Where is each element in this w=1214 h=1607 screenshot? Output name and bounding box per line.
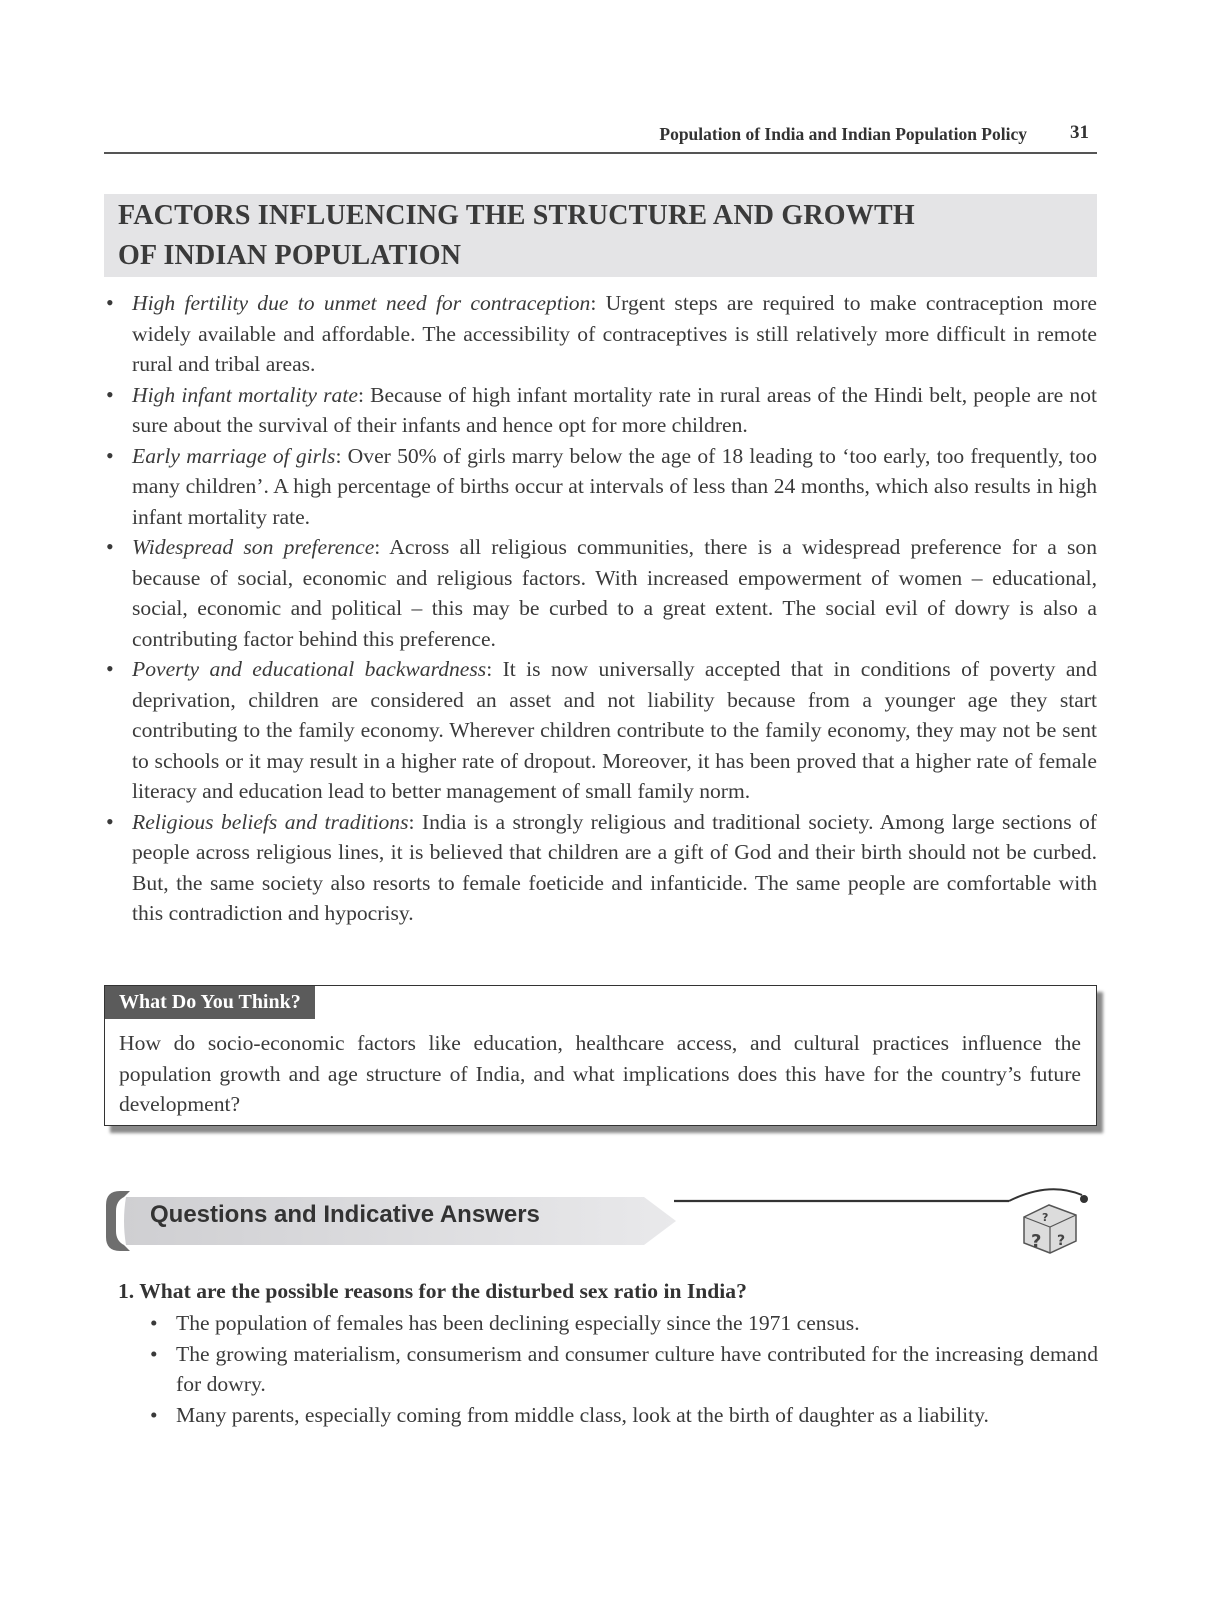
section-title-line2: OF INDIAN POPULATION xyxy=(118,240,462,271)
list-item xyxy=(104,532,1097,654)
svg-text:?: ? xyxy=(1031,1231,1042,1252)
factor-text: : Across all religious communities, there is a widespread preference for a son because of social, economic and religious factors. With increased empowerment of women – educational, social, economic and political – this may be curbed to a great extent. The social evil of dowry is also a contributing factor behind this preference. xyxy=(132,535,1097,651)
what-do-you-think-box xyxy=(104,985,1097,1126)
bullet-icon: • xyxy=(150,1341,158,1366)
page-header xyxy=(104,118,1097,154)
bullet-icon: • xyxy=(150,1311,158,1335)
section-heading-box xyxy=(104,194,1097,277)
factors-list xyxy=(104,288,1097,929)
factor-text: : Urgent steps are required to make contraception more widely available and affordable. The accessibility of contraceptives is still relatively more difficult in remote rural and tribal areas. xyxy=(132,291,1097,376)
factor-text: : It is now universally accepted that in conditions of poverty and deprivation, children are considered an asset and not liability because from a younger age they start contributing to the family economy. Wherever children contribute to the family economy, they may not be sent to schools or it may result in a higher rate of dropout. Moreover, it has been proved that a higher rate of female literacy and education lead to better management of small family norm. xyxy=(132,657,1097,803)
svg-text:?: ? xyxy=(1057,1233,1066,1249)
factor-term: High infant mortality rate xyxy=(132,382,358,407)
question-dice-icon xyxy=(1009,1189,1088,1253)
bullet-icon: • xyxy=(106,290,114,315)
factor-term: Religious beliefs and traditions xyxy=(132,809,409,834)
qa-title: Questions and Indicative Answers xyxy=(150,1201,540,1228)
section-title xyxy=(104,194,1097,276)
factor-term: Poverty and educational backwardness xyxy=(132,657,487,681)
list-item xyxy=(104,380,1097,441)
bullet-icon: • xyxy=(106,534,114,559)
svg-text:?: ? xyxy=(1042,1211,1049,1224)
page-number: 31 xyxy=(1070,122,1089,143)
factor-term: Widespread son preference xyxy=(132,535,375,559)
list-item xyxy=(104,441,1097,533)
factor-text: : India is a strongly religious and traditional society. Among large sections of people across religious lines, it is believed that children are a gift of God and their birth should not be curbed. But, the same society also resorts to female foeticide and infanticide. The same people are comfortable with this contradiction and hypocrisy. xyxy=(132,809,1097,925)
factor-text: : Because of high infant mortality rate in rural areas of the Hindi belt, people are not sure about the survival of their infants and hence opt for more children. xyxy=(132,382,1097,437)
list-item xyxy=(148,1339,1098,1400)
bullet-icon: • xyxy=(106,808,114,834)
answers-list xyxy=(148,1308,1098,1430)
answer-text: Many parents, especially coming from middle class, look at the birth of daughter as a liability. xyxy=(176,1402,989,1427)
list-item xyxy=(148,1400,1098,1431)
bullet-icon: • xyxy=(150,1402,158,1427)
bullet-icon: • xyxy=(106,381,114,407)
qa-banner xyxy=(104,1187,1097,1255)
bullet-icon: • xyxy=(106,656,114,681)
list-item xyxy=(104,807,1097,929)
factor-term: Early marriage of girls xyxy=(132,443,336,468)
factor-text: : Over 50% of girls marry below the age of 18 leading to ‘too early, too frequently, too many children’. A high percentage of births occur at intervals of less than 24 months, which also results in high infant mortality rate. xyxy=(132,443,1097,529)
answer-text: The growing materialism, consumerism and consumer culture have contributed for the increasing demand for dowry. xyxy=(176,1341,1098,1396)
think-box-text: How do socio-economic factors like education, healthcare access, and cultural practices influence the population growth and age structure of India, and what implications does this have for the country’s future development? xyxy=(119,1031,1081,1116)
answer-text: The population of females has been declining especially since the 1971 census. xyxy=(176,1311,860,1335)
list-item xyxy=(104,654,1097,807)
section-title-line1: FACTORS INFLUENCING THE STRUCTURE AND GROWTH xyxy=(118,200,915,231)
bullet-icon: • xyxy=(106,442,114,468)
list-item xyxy=(148,1308,1098,1339)
list-item xyxy=(104,288,1097,380)
question-1: 1. What are the possible reasons for the disturbed sex ratio in India? xyxy=(118,1279,747,1303)
running-title: Population of India and Indian Population Policy xyxy=(659,124,1027,144)
factor-term: High fertility due to unmet need for contraception xyxy=(132,291,591,315)
think-box-label: What Do You Think? xyxy=(105,986,315,1019)
